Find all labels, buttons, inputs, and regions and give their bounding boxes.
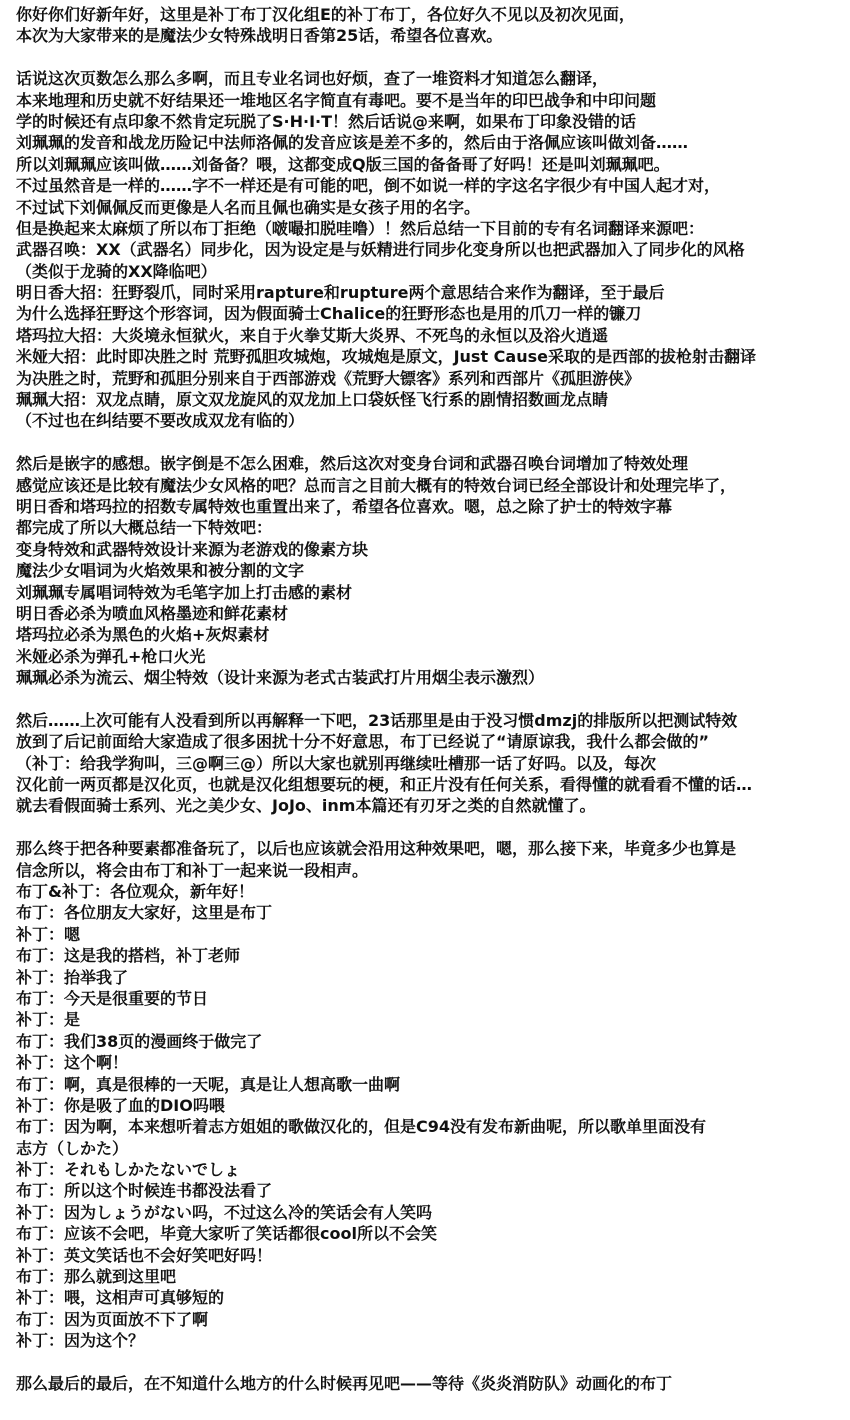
text-line: 布丁：我们38页的漫画终于做完了 bbox=[16, 1031, 263, 1051]
text-line: 布丁：今天是很重要的节日 bbox=[16, 988, 209, 1008]
text-line: 刘珮珮的发音和战龙历险记中法师洛佩的发音应该是差不多的，然后由于洛佩应该叫做刘备…… bbox=[16, 133, 689, 153]
text-line: 为什么选择狂野这个形容词，因为假面骑士Chalice的狂野形态也是用的爪刀一样的镰刀 bbox=[16, 304, 642, 324]
text-line: 你好你们好新年好，这里是补丁布丁汉化组E的补丁布丁，各位好久不见以及初次见面， bbox=[16, 5, 635, 24]
text-line: 补丁：这个啊！ bbox=[16, 1053, 129, 1073]
text-line: 布丁：所以这个时候连书都没法看了 bbox=[16, 1181, 273, 1201]
text-line: 布丁：因为页面放不下了啊 bbox=[16, 1309, 209, 1329]
text-line: 补丁：因为这个？ bbox=[16, 1331, 145, 1351]
text-line: 魔法少女唱词为火焰效果和被分割的文字 bbox=[16, 561, 305, 581]
text-line: 都完成了所以大概总结一下特效吧： bbox=[16, 518, 273, 538]
text-line: 补丁：嗯 bbox=[16, 924, 81, 944]
text-line: 布丁：这是我的搭档，补丁老师 bbox=[16, 946, 241, 966]
text-line: 布丁：那么就到这里吧 bbox=[16, 1267, 177, 1287]
text-line: 补丁：因为しょうがない吗，不过这么冷的笑话会有人笑吗 bbox=[16, 1202, 433, 1222]
text-line: 米娅必杀为弹孔+枪口火光 bbox=[16, 646, 206, 666]
text-line: 不过试下刘佩佩反而更像是人名而且佩也确实是女孩子用的名字。 bbox=[16, 197, 481, 217]
text-line: 就去看假面骑士系列、光之美少女、JoJo、inm本篇还有刃牙之类的自然就懂了。 bbox=[16, 796, 596, 816]
text-line: 补丁：英文笑话也不会好笑吧好吗！ bbox=[16, 1245, 273, 1265]
text-line: 布丁&补丁：各位观众，新年好！ bbox=[16, 882, 254, 902]
text-line: 武器召唤：XX（武器名）同步化，因为设定是与妖精进行同步化变身所以也把武器加入了同步化的风格 bbox=[16, 240, 745, 260]
text-line: 话说这次页数怎么那么多啊，而且专业名词也好烦，查了一堆资料才知道怎么翻译， bbox=[16, 69, 609, 89]
text-line: 米娅大招：此时即决胜之时 荒野孤胆攻城炮，攻城炮是原文，Just Cause采取的是西部的拔枪射击翻译 bbox=[16, 347, 756, 367]
text-line: 变身特效和武器特效设计来源为老游戏的像素方块 bbox=[16, 539, 369, 559]
text-line: 所以刘珮珮应该叫做……刘备备？喂，这都变成Q版三国的备备哥了好吗！还是叫刘珮珮吧。 bbox=[16, 154, 670, 174]
text-line: 感觉应该还是比较有魔法少女风格的吧？总而言之目前大概有的特效台词已经全部设计和处理完毕了， bbox=[16, 475, 737, 495]
text-line: 补丁：それもしかたないでしょ bbox=[16, 1160, 241, 1180]
paragraph-gap bbox=[16, 1352, 842, 1373]
text-line: 然后……上次可能有人没看到所以再解释一下吧，23话那里是由于没习惯dmzj的排版所以把测试特效 bbox=[16, 710, 738, 730]
text-line: 塔玛拉大招：大炎境永恒狱火，来自于火拳艾斯大炎界、不死鸟的永恒以及浴火逍遥 bbox=[16, 325, 609, 345]
text-line: 那么最后的最后，在不知道什么地方的什么时候再见吧——等待《炎炎消防队》动画化的布丁 bbox=[16, 1374, 673, 1393]
text-line: 珮珮大招：双龙点睛，原文双龙旋风的双龙加上口袋妖怪飞行系的剧情招数画龙点睛 bbox=[16, 390, 609, 410]
text-line: 但是换起来太麻烦了所以布丁拒绝（啵嘬扣脱哇噜）！然后总结一下目前的专有名词翻译来源吧： bbox=[16, 218, 705, 238]
text-line: 布丁：应该不会吧，毕竟大家听了笑话都很cool所以不会笑 bbox=[16, 1224, 437, 1244]
text-line: 珮珮必杀为流云、烟尘特效（设计来源为老式古装武打片用烟尘表示激烈） bbox=[16, 668, 545, 688]
text-line: 不过虽然音是一样的……字不一样还是有可能的吧，倒不如说一样的字这名字很少有中国人起才对， bbox=[16, 176, 721, 196]
paragraph-gap bbox=[16, 432, 842, 453]
text-line: （补丁：给我学狗叫，三@啊三@）所以大家也就别再继续吐槽那一话了好吗。以及，每次 bbox=[16, 753, 657, 773]
text-line: 信念所以，将会由布丁和补丁一起来说一段相声。 bbox=[16, 860, 369, 880]
text-line: 布丁：各位朋友大家好，这里是布丁 bbox=[16, 903, 273, 923]
text-line: 明日香和塔玛拉的招数专属特效也重置出来了，希望各位喜欢。嗯，总之除了护士的特效字幕 bbox=[16, 496, 673, 516]
text-line: 补丁：你是吸了血的DIO吗喂 bbox=[16, 1095, 225, 1115]
text-line: 本来地理和历史就不好结果还一堆地区名字简直有毒吧。要不是当年的印巴战争和中印问题 bbox=[16, 90, 657, 110]
text-line: 明日香大招：狂野裂爪，同时采用rapture和rupture两个意思结合来作为翻译，至于最后 bbox=[16, 283, 665, 303]
text-line: 塔玛拉必杀为黑色的火焰+灰烬素材 bbox=[16, 625, 270, 645]
text-line: 本次为大家带来的是魔法少女特殊战明日香第25话，希望各位喜欢。 bbox=[16, 26, 503, 46]
text-line: 布丁：因为啊，本来想听着志方姐姐的歌做汉化的，但是C94没有发布新曲呢，所以歌单里面没有 bbox=[16, 1117, 707, 1137]
text-line: 补丁：喂，这相声可真够短的 bbox=[16, 1288, 225, 1308]
text-line: 学的时候还有点印象不然肯定玩脱了S·H·I·T！然后话说@来啊，如果布丁印象没错的话 bbox=[16, 111, 637, 131]
text-line: 补丁：是 bbox=[16, 1010, 81, 1030]
text-line: 放到了后记前面给大家造成了很多困扰十分不好意思，布丁已经说了“请原谅我，我什么都会做的” bbox=[16, 732, 710, 752]
text-line: 为决胜之时，荒野和孤胆分别来自于西部游戏《荒野大镖客》系列和西部片《孤胆游侠》 bbox=[16, 368, 641, 388]
text-line: 汉化前一两页都是汉化页，也就是汉化组想要玩的梗，和正片没有任何关系，看得懂的就看看不懂的话… bbox=[16, 775, 753, 795]
text-line: 明日香必杀为喷血风格墨迹和鲜花素材 bbox=[16, 603, 289, 623]
text-line: 补丁：抬举我了 bbox=[16, 967, 129, 987]
paragraph-gap bbox=[16, 817, 842, 838]
text-line: 布丁：啊，真是很棒的一天呢，真是让人想高歌一曲啊 bbox=[16, 1074, 401, 1094]
text-line: （类似于龙骑的XX降临吧） bbox=[16, 261, 217, 281]
text-line: 然后是嵌字的感想。嵌字倒是不怎么困难，然后这次对变身台词和武器召唤台词增加了特效处理 bbox=[16, 454, 689, 474]
paragraph-gap bbox=[16, 47, 842, 68]
text-line: （不过也在纠结要不要改成双龙有临的） bbox=[16, 411, 305, 431]
text-line: 那么终于把各种要素都准备玩了，以后也应该就会沿用这种效果吧，嗯，那么接下来，毕竟多少也算是 bbox=[16, 839, 737, 859]
text-line: 志方（しかた） bbox=[16, 1138, 129, 1158]
text-line: 刘珮珮专属唱词特效为毛笔字加上打击感的素材 bbox=[16, 582, 353, 602]
paragraph-gap bbox=[16, 689, 842, 710]
